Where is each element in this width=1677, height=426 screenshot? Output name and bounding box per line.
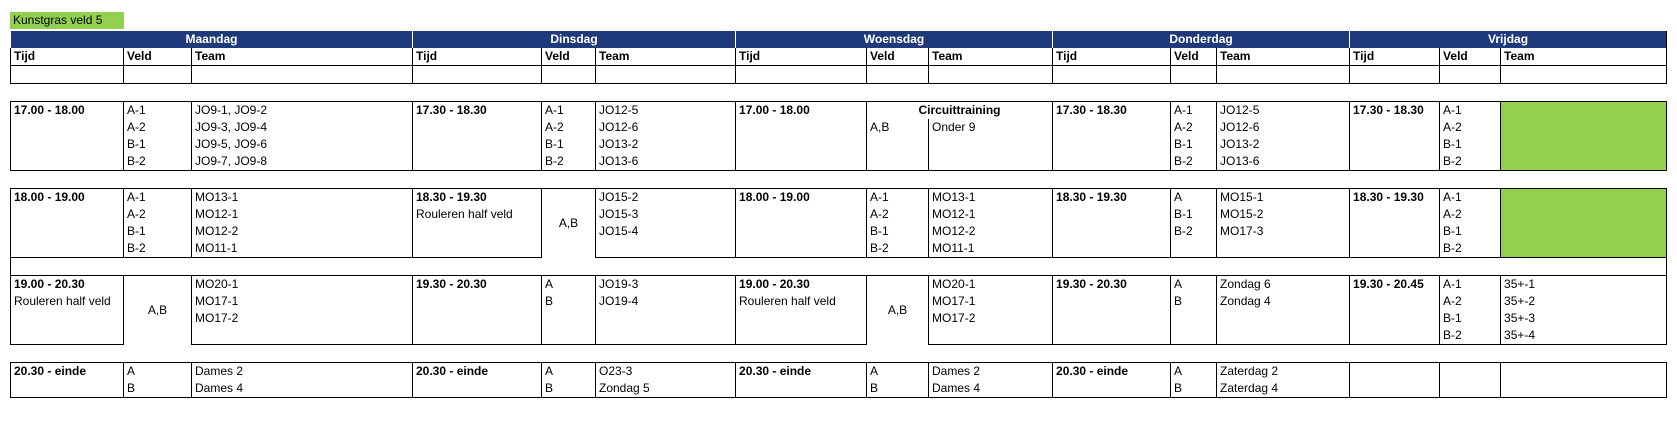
veld-cell: B-2 — [124, 240, 192, 258]
table-row — [11, 119, 1667, 136]
col-veld: Veld — [542, 48, 596, 66]
team-cell: 35+-1 — [1501, 276, 1667, 294]
col-veld: Veld — [124, 48, 192, 66]
col-team: Team — [1501, 48, 1667, 66]
team-cell: JO12-5 — [596, 102, 736, 120]
veld-cell: A-2 — [542, 119, 596, 136]
time-cell: 19.30 - 20.30 — [1053, 276, 1171, 294]
veld-cell: B-1 — [1171, 206, 1217, 223]
veld-cell: A — [1171, 189, 1217, 207]
veld-cell: A,B — [542, 189, 596, 258]
table-row — [11, 189, 1667, 207]
team-cell: JO9-5, JO9-6 — [192, 136, 413, 153]
col-veld: Veld — [1440, 48, 1501, 66]
team-cell: Dames 2 — [192, 363, 413, 381]
veld-cell: A-1 — [1440, 276, 1501, 294]
team-cell: Dames 4 — [929, 380, 1053, 398]
team-cell: JO13-2 — [1217, 136, 1350, 153]
col-veld: Veld — [867, 48, 929, 66]
col-team: Team — [192, 48, 413, 66]
team-cell: JO15-3 — [596, 206, 736, 223]
highlight-cell — [1501, 206, 1667, 223]
time-cell: 18.30 - 19.30 — [1053, 189, 1171, 207]
col-veld: Veld — [1171, 48, 1217, 66]
col-team: Team — [929, 48, 1053, 66]
spacer-row — [11, 258, 1667, 276]
veld-cell: B — [1171, 293, 1217, 310]
time-cell: 19.00 - 20.30 — [11, 276, 124, 294]
team-cell: Zondag 4 — [1217, 293, 1350, 310]
veld-cell: B — [1171, 380, 1217, 398]
veld-cell: A-1 — [124, 102, 192, 120]
team-cell: Zaterdag 2 — [1217, 363, 1350, 381]
veld-cell: A-2 — [124, 206, 192, 223]
time-cell: 17.00 - 18.00 — [736, 102, 867, 120]
veld-cell: B — [542, 293, 596, 310]
veld-cell: B-2 — [1171, 153, 1217, 171]
team-cell: JO13-6 — [1217, 153, 1350, 171]
team-cell: JO9-3, JO9-4 — [192, 119, 413, 136]
veld-cell: A — [542, 276, 596, 294]
col-team: Team — [1217, 48, 1350, 66]
highlight-cell — [1501, 189, 1667, 207]
veld-cell: A-2 — [1171, 119, 1217, 136]
table-row — [11, 276, 1667, 294]
spacer-row — [11, 345, 1667, 363]
time-cell: 20.30 - einde — [736, 363, 867, 381]
table-row — [11, 240, 1667, 258]
time-cell: 19.30 - 20.30 — [413, 276, 542, 294]
team-cell: JO19-3 — [596, 276, 736, 294]
team-cell: MO17-1 — [929, 293, 1053, 310]
team-cell: MO15-2 — [1217, 206, 1350, 223]
veld-cell: A-1 — [124, 189, 192, 207]
veld-cell: B-1 — [542, 136, 596, 153]
col-tijd: Tijd — [736, 48, 867, 66]
day-header-row — [11, 31, 1667, 48]
table-row — [11, 153, 1667, 171]
empty-row — [11, 66, 1667, 84]
veld-cell: A,B — [124, 276, 192, 345]
veld-cell: B-2 — [1440, 153, 1501, 171]
time-cell: 20.30 - einde — [413, 363, 542, 381]
team-cell: 35+-2 — [1501, 293, 1667, 310]
table-row — [11, 293, 1667, 310]
team-cell: Zondag 5 — [596, 380, 736, 398]
veld-cell: B-2 — [1440, 240, 1501, 258]
time-cell: 17.00 - 18.00 — [11, 102, 124, 120]
note-cell: Rouleren half veld — [736, 293, 867, 310]
highlight-cell — [1501, 240, 1667, 258]
highlight-cell — [1501, 153, 1667, 171]
col-tijd: Tijd — [1350, 48, 1440, 66]
team-cell: MO12-1 — [192, 206, 413, 223]
circuit-header: Circuittraining — [867, 102, 1053, 120]
day-vrijdag: Vrijdag — [1350, 31, 1667, 48]
table-row — [11, 380, 1667, 398]
veld-cell: A — [542, 363, 596, 381]
schedule-table — [10, 31, 1667, 398]
veld-cell: B-1 — [1440, 136, 1501, 153]
veld-cell: B-2 — [124, 153, 192, 171]
veld-cell: B-2 — [1440, 327, 1501, 345]
team-cell: MO12-2 — [192, 223, 413, 240]
table-row — [11, 327, 1667, 345]
veld-cell: A — [1171, 363, 1217, 381]
day-donderdag: Donderdag — [1053, 31, 1350, 48]
team-cell: JO15-4 — [596, 223, 736, 240]
sheet-title: Kunstgras veld 5 — [10, 12, 124, 29]
team-cell: MO15-1 — [1217, 189, 1350, 207]
team-cell: MO17-1 — [192, 293, 413, 310]
veld-cell: A-1 — [1440, 189, 1501, 207]
veld-cell: A,B — [867, 119, 929, 136]
veld-cell: A,B — [867, 276, 929, 345]
highlight-cell — [1501, 119, 1667, 136]
table-row — [11, 223, 1667, 240]
highlight-cell — [1501, 223, 1667, 240]
team-cell: JO12-6 — [596, 119, 736, 136]
team-cell: MO17-2 — [929, 310, 1053, 327]
veld-cell: B-1 — [1440, 310, 1501, 327]
time-cell: 18.30 - 19.30 — [413, 189, 542, 207]
veld-cell: A — [124, 363, 192, 381]
time-cell: 18.00 - 19.00 — [736, 189, 867, 207]
team-cell: JO12-5 — [1217, 102, 1350, 120]
veld-cell: A-2 — [1440, 206, 1501, 223]
veld-cell: A-1 — [867, 189, 929, 207]
table-row — [11, 136, 1667, 153]
team-cell: JO13-6 — [596, 153, 736, 171]
team-cell: JO13-2 — [596, 136, 736, 153]
time-cell: 20.30 - einde — [1053, 363, 1171, 381]
column-header-row — [11, 48, 1667, 66]
team-cell: MO13-1 — [929, 189, 1053, 207]
veld-cell: A-2 — [867, 206, 929, 223]
team-cell: MO13-1 — [192, 189, 413, 207]
time-cell: 18.30 - 19.30 — [1350, 189, 1440, 207]
team-cell: Dames 4 — [192, 380, 413, 398]
veld-cell: B-1 — [124, 223, 192, 240]
veld-cell: A-1 — [542, 102, 596, 120]
time-cell: 17.30 - 18.30 — [1053, 102, 1171, 120]
team-cell: Onder 9 — [929, 119, 1053, 136]
team-cell: MO12-1 — [929, 206, 1053, 223]
table-row — [11, 310, 1667, 327]
time-cell: 18.00 - 19.00 — [11, 189, 124, 207]
table-row — [11, 102, 1667, 120]
veld-cell: B-1 — [867, 223, 929, 240]
team-cell: Dames 2 — [929, 363, 1053, 381]
col-tijd: Tijd — [413, 48, 542, 66]
team-cell: JO9-7, JO9-8 — [192, 153, 413, 171]
team-cell: O23-3 — [596, 363, 736, 381]
highlight-cell — [1501, 102, 1667, 120]
table-row — [11, 363, 1667, 381]
note-cell: Rouleren half veld — [413, 206, 542, 223]
team-cell: MO20-1 — [192, 276, 413, 294]
day-woensdag: Woensdag — [736, 31, 1053, 48]
col-team: Team — [596, 48, 736, 66]
veld-cell: A-2 — [1440, 293, 1501, 310]
team-cell: JO19-4 — [596, 293, 736, 310]
team-cell: MO11-1 — [929, 240, 1053, 258]
spacer-row — [11, 84, 1667, 102]
veld-cell: B — [124, 380, 192, 398]
team-cell: JO9-1, JO9-2 — [192, 102, 413, 120]
time-cell: 20.30 - einde — [11, 363, 124, 381]
time-cell: 17.30 - 18.30 — [413, 102, 542, 120]
veld-cell: B — [542, 380, 596, 398]
table-row — [11, 206, 1667, 223]
team-cell: MO12-2 — [929, 223, 1053, 240]
veld-cell: B-2 — [867, 240, 929, 258]
veld-cell: B-2 — [1171, 223, 1217, 240]
veld-cell: B-1 — [1440, 223, 1501, 240]
time-cell: 19.30 - 20.45 — [1350, 276, 1440, 294]
highlight-cell — [1501, 136, 1667, 153]
veld-cell: A — [867, 363, 929, 381]
veld-cell: B-1 — [124, 136, 192, 153]
veld-cell: A-2 — [124, 119, 192, 136]
time-cell: 17.30 - 18.30 — [1350, 102, 1440, 120]
col-tijd: Tijd — [1053, 48, 1171, 66]
team-cell: JO15-2 — [596, 189, 736, 207]
team-cell: MO11-1 — [192, 240, 413, 258]
day-dinsdag: Dinsdag — [413, 31, 736, 48]
veld-cell: A-2 — [1440, 119, 1501, 136]
veld-cell: A-1 — [1440, 102, 1501, 120]
day-maandag: Maandag — [11, 31, 413, 48]
veld-cell: B — [867, 380, 929, 398]
team-cell: 35+-4 — [1501, 327, 1667, 345]
team-cell: Zaterdag 4 — [1217, 380, 1350, 398]
veld-cell: A — [1171, 276, 1217, 294]
team-cell: 35+-3 — [1501, 310, 1667, 327]
veld-cell: A-1 — [1171, 102, 1217, 120]
note-cell: Rouleren half veld — [11, 293, 124, 310]
team-cell: JO12-6 — [1217, 119, 1350, 136]
veld-cell: B-2 — [542, 153, 596, 171]
team-cell: MO17-3 — [1217, 223, 1350, 240]
team-cell: MO20-1 — [929, 276, 1053, 294]
team-cell: Zondag 6 — [1217, 276, 1350, 294]
col-tijd: Tijd — [11, 48, 124, 66]
time-cell: 19.00 - 20.30 — [736, 276, 867, 294]
team-cell: MO17-2 — [192, 310, 413, 327]
spacer-row — [11, 171, 1667, 189]
veld-cell: B-1 — [1171, 136, 1217, 153]
